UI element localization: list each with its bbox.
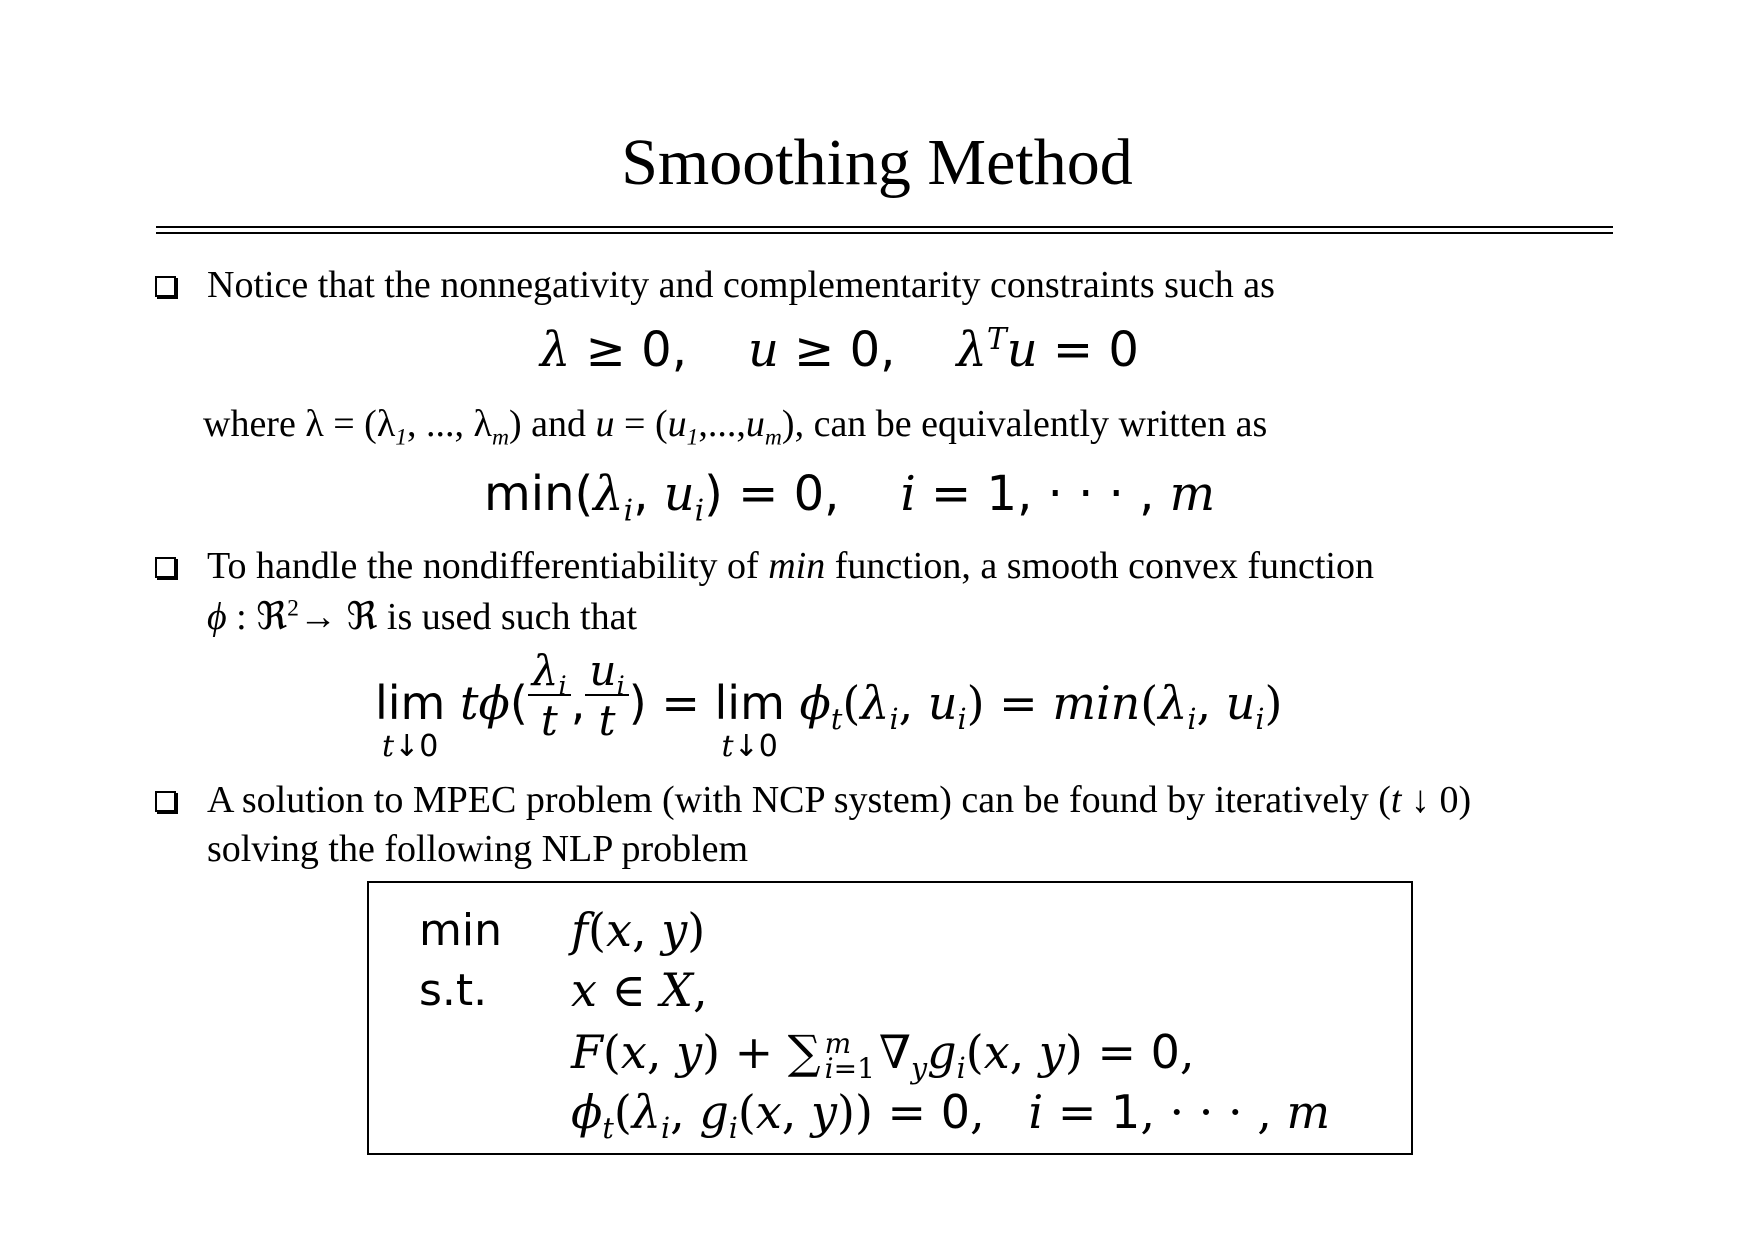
checkbox-bullet-icon <box>155 557 176 578</box>
where-text: where $\lambda = (\lambda_1$, ..., $\lambda_m$) and $u = (u_1,...,u_m)$, can be equivalently written as <box>203 403 1268 451</box>
bullet-2-line-2: ϕ : ℜ$^2$→ ℜ is used such that <box>207 595 638 638</box>
title-rule-bottom <box>156 232 1613 234</box>
min-equation: $\min(\lambda_i$, $u_i) = 0$, i = 1, · · · , m <box>484 466 1216 529</box>
min-label: min <box>419 905 502 956</box>
nlp-constraint-3: $\phi_t(\lambda_i$, $g_i(x$, y)) = 0, i = 1, · · · , m <box>571 1085 1331 1146</box>
bullet-2-line-1: To handle the nondifferentiability of min function, a smooth convex function <box>207 545 1374 587</box>
checkbox-bullet-icon <box>155 791 176 812</box>
nlp-objective: f(x, y) <box>571 903 706 957</box>
bullet-3-line-1: A solution to MPEC problem (with NCP system) can be found by iteratively (t ↓ 0) <box>207 779 1472 821</box>
constraint-equation: λ ≥ 0, u ≥ 0, $\lambda^Tu = 0$ <box>540 322 1139 378</box>
slide-title: Smoothing Method <box>621 126 1133 199</box>
bullet-3-line-2: solving the following NLP problem <box>207 828 749 870</box>
st-label: s.t. <box>419 965 488 1016</box>
title-rule-top <box>156 226 1613 228</box>
checkbox-bullet-icon <box>155 276 176 297</box>
nlp-constraint-2: F(x, y) + ∑ m i=1 $\nabla_yg_i(x$, y) = 0, <box>571 1025 1195 1086</box>
nlp-constraint-1: x ∈ X, <box>571 963 708 1017</box>
limit-equation: lim t↓0 tϕ( $\frac{\lambda_i}{t}$ , $\frac{u_i}{t}$ ) = lim t↓0 $\phi_t(\lambda_i$, $u_i) = \min(\lambda_i$, $u_i$) <box>375 646 1283 764</box>
nlp-problem-box <box>367 881 1413 1155</box>
bullet-1-text: Notice that the nonnegativity and complementarity constraints such as <box>207 264 1275 306</box>
